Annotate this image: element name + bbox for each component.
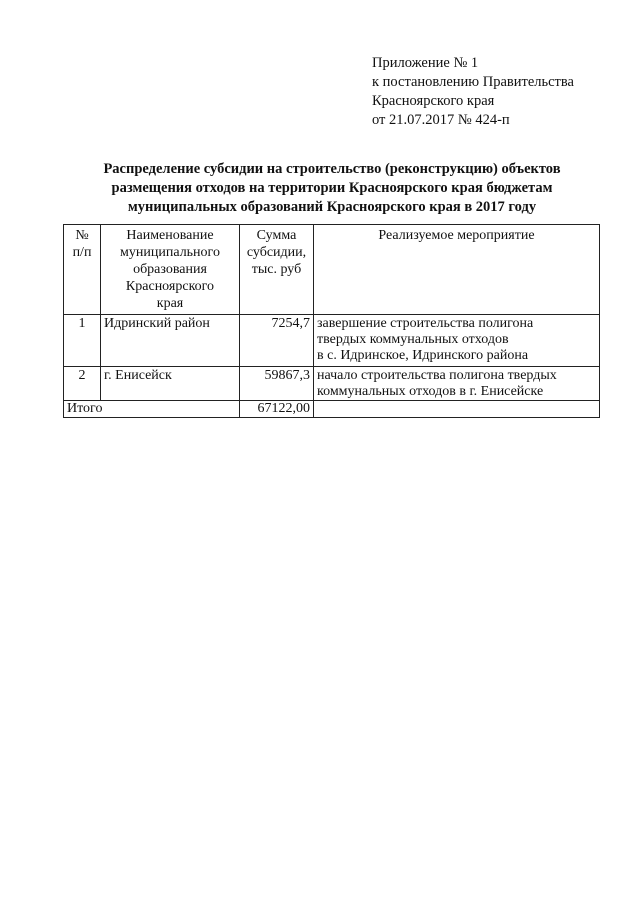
header-municipality <box>101 225 240 315</box>
total-activity-empty <box>314 401 600 418</box>
appendix-line: Приложение № 1 <box>372 55 479 71</box>
header-municipality-line: муниципального <box>120 245 220 260</box>
total-sum: 67122,00 <box>240 401 314 418</box>
appendix-line: к постановлению Правительства <box>372 74 574 90</box>
header-sum-line: субсидии, <box>246 245 307 260</box>
table-total-row <box>64 401 600 418</box>
row-municipality: Идринский район <box>101 315 240 367</box>
table-row <box>64 367 600 401</box>
row-sum: 59867,3 <box>240 367 314 401</box>
header-number <box>64 225 101 315</box>
header-sum-line: Сумма <box>256 228 297 243</box>
subsidy-table <box>63 224 600 418</box>
header-sum-line: тыс. руб <box>251 262 302 277</box>
row-number: 2 <box>64 367 101 401</box>
appendix-line: от 21.07.2017 № 424-п <box>372 112 510 128</box>
appendix-line: Красноярского края <box>372 93 495 109</box>
title-line: Распределение субсидии на строительство (реконструкцию) объектов <box>103 161 561 177</box>
table-row <box>64 315 600 367</box>
header-municipality-line: Красноярского <box>125 279 215 294</box>
row-sum: 7254,7 <box>240 315 314 367</box>
header-number-line: № <box>75 228 89 243</box>
row-municipality: г. Енисейск <box>101 367 240 401</box>
activity-line: коммунальных отходов в г. Енисейске <box>317 384 544 399</box>
appendix-header <box>372 54 574 130</box>
document-title <box>64 160 600 217</box>
total-label: Итого <box>64 401 240 418</box>
title-line: размещения отходов на территории Красноярского края бюджетам <box>111 180 553 196</box>
header-activity-line: Реализуемое мероприятие <box>378 228 535 243</box>
activity-line: начало строительства полигона твердых <box>317 368 557 383</box>
activity-line: твердых коммунальных отходов <box>317 332 509 347</box>
row-activity <box>314 315 600 367</box>
header-municipality-line: края <box>156 296 184 311</box>
header-municipality-line: образования <box>133 262 207 277</box>
table-header-row <box>64 225 600 315</box>
activity-line: завершение строительства полигона <box>317 316 534 331</box>
header-sum <box>240 225 314 315</box>
activity-line: в с. Идринское, Идринского района <box>317 348 529 363</box>
row-number: 1 <box>64 315 101 367</box>
row-activity <box>314 367 600 401</box>
title-line: муниципальных образований Красноярского края в 2017 году <box>127 199 537 215</box>
header-municipality-line: Наименование <box>126 228 214 243</box>
header-number-line: п/п <box>72 245 92 260</box>
header-activity <box>314 225 600 315</box>
